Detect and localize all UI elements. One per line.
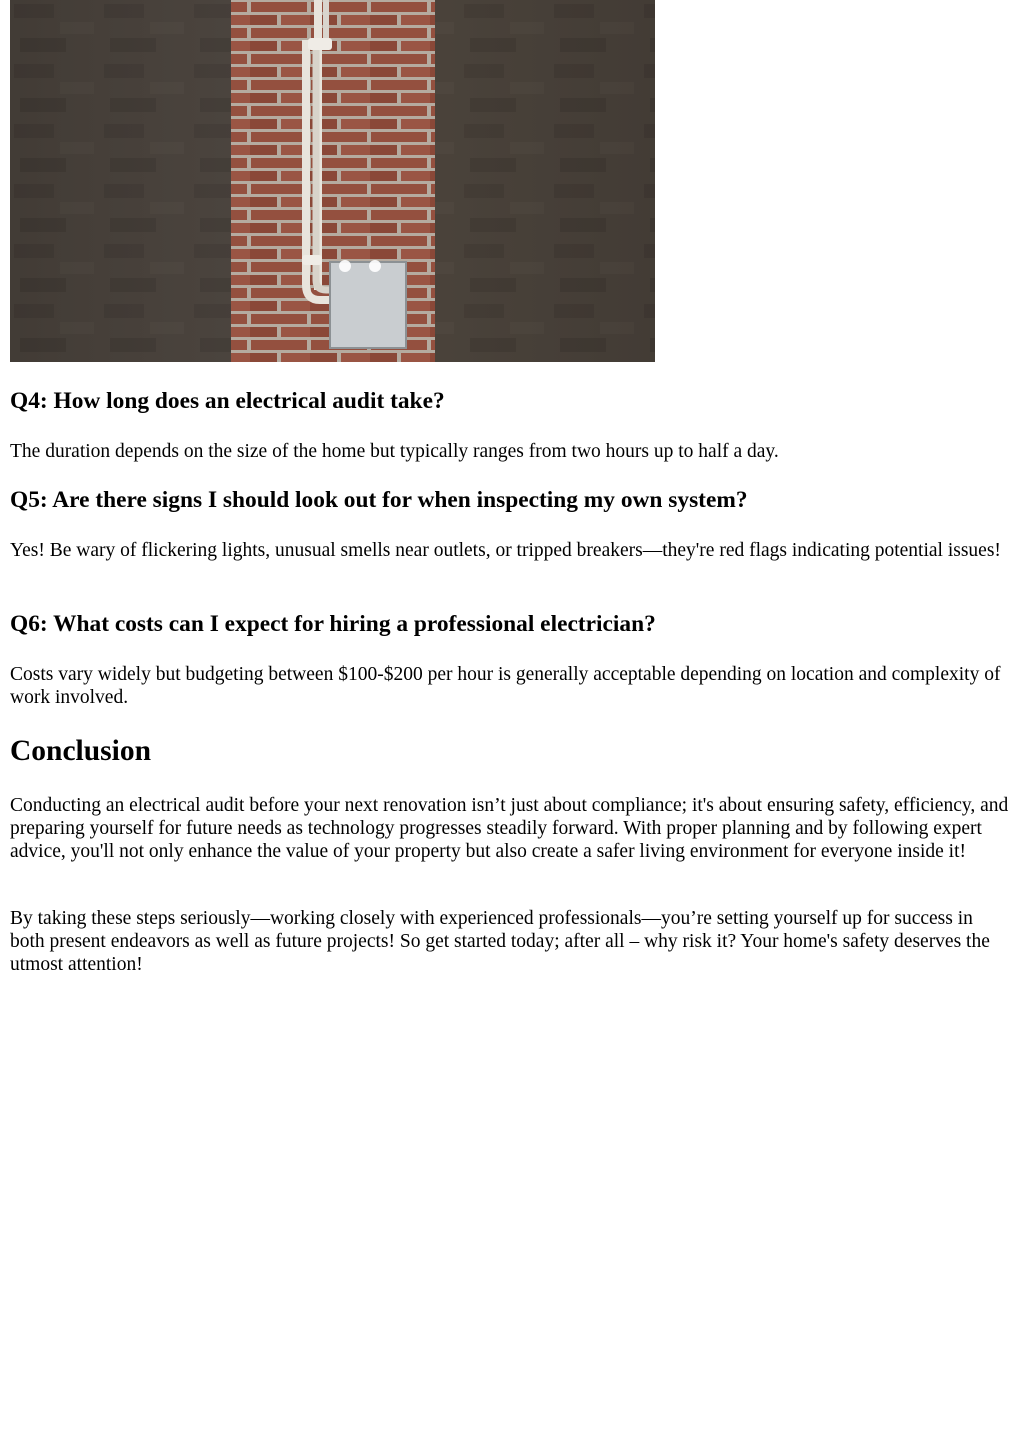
faq-answer-q4: The duration depends on the size of the home but typically ranges from two hours up to half a day. bbox=[10, 441, 779, 462]
faq-answer-q5: Yes! Be wary of flickering lights, unusual smells near outlets, or tripped breakers—they're red flags indicating potential issues! bbox=[10, 540, 1001, 561]
conclusion-heading: Conclusion bbox=[10, 735, 151, 767]
faq-question-q4: Q4: How long does an electrical audit take? bbox=[10, 388, 445, 414]
wall-wiring-illustration bbox=[10, 0, 655, 362]
faq-question-q6: Q6: What costs can I expect for hiring a professional electrician? bbox=[10, 611, 656, 637]
conclusion-paragraph: Conducting an electrical audit before your next renovation isn’t just about compliance; it's about ensuring safety, efficiency, and preparing yourself for future needs as technology progresses steadily forward. With proper planning and by following expert advice, you'll not only enhance the value of your property but also create a safer living environment for everyone inside it! bbox=[10, 795, 1009, 862]
faq-question-q5: Q5: Are there signs I should look out for when inspecting my own system? bbox=[10, 487, 748, 513]
wall-wiring-photo bbox=[10, 0, 655, 362]
conclusion-paragraph: By taking these steps seriously—working closely with experienced professionals—you’re setting yourself up for success in both present endeavors as well as future projects! So get started today; after all – why risk it? Your home's safety deserves the utmost attention! bbox=[10, 908, 990, 975]
article-content bbox=[10, 0, 1010, 975]
faq-answer-q6: Costs vary widely but budgeting between $100-$200 per hour is generally acceptable depending on location and complexity of work involved. bbox=[10, 664, 1001, 708]
